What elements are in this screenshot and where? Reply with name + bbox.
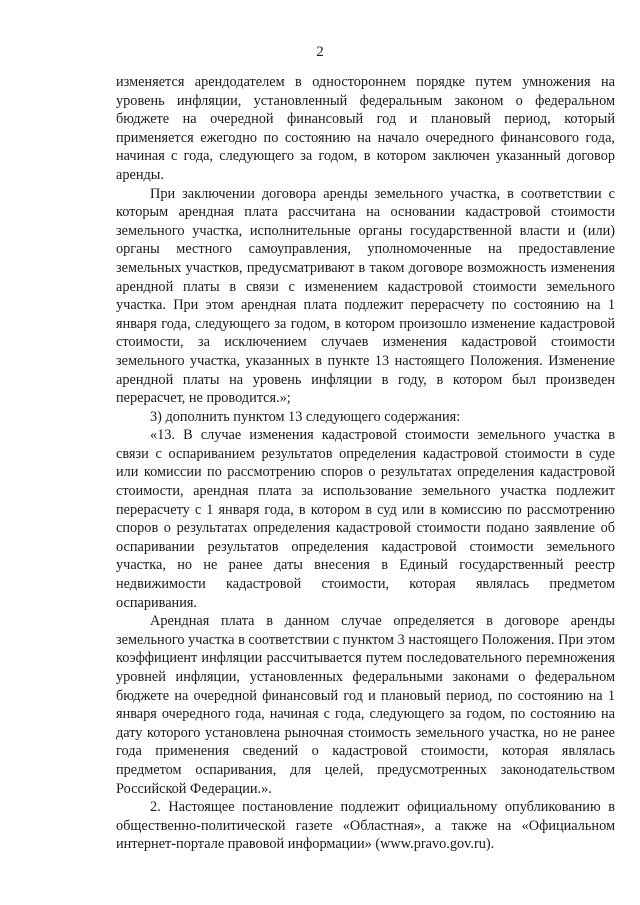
paragraph-publication: 2. Настоящее постановление подлежит официальному опубликованию в общественно-политической газете «Областная», а также на «Официальном интернет-портале правовой информации» (www.pravo.gov.ru). <box>116 799 615 853</box>
page-number: 2 <box>316 44 324 60</box>
paragraph-lease-indexation: изменяется арендодателем в одностороннем порядке путем умножения на уровень инфляции, установленный федеральным законом о федеральном бюджете на очередной финансовый год и плановый период, который применяется ежегодно по состоянию на начало очередного финансового года, начиная с года, следующего за годом, в котором заключен указанный договор аренды. <box>116 74 615 183</box>
document-body <box>116 73 615 854</box>
paragraph-amendment-item-3: 3) дополнить пунктом 13 следующего содержания: <box>150 408 461 425</box>
paragraph-clause-13: «13. В случае изменения кадастровой стоимости земельного участка в связи с оспариванием результатов определения кадастровой стоимости в суде или комиссии по рассмотрению споров о результатах определения кадастровой стоимости, арендная плата за использование земельного участка подлежит перерасчету с 1 января года, в котором в суд или в комиссию по рассмотрению споров о результатах определения кадастровой стоимости подано заявление об оспаривании результатов определения кадастровой стоимости земельного участка, но не ранее даты внесения в Единый государственный реестр недвижимости кадастровой стоимости, которая являлась предметом оспаривания. <box>116 427 615 611</box>
paragraph-cadastral-recalculation: При заключении договора аренды земельного участка, в соответствии с которым арендная плата рассчитана на основании кадастровой стоимости земельного участка, исполнительные органы государственной власти и (или) органы местного самоуправления, уполномоченные на предоставление земельных участков, предусматривают в таком договоре возможность изменения арендной платы в связи с изменением кадастровой стоимости земельного участка. При этом арендная плата подлежит перерасчету по состоянию на 1 января года, следующего за годом, в котором произошло изменение кадастровой стоимости, за исключением случаев изменения кадастровой стоимости земельного участка, указанных в пункте 13 настоящего Положения. Изменение арендной платы на уровень инфляции в году, в котором был произведен перерасчет, не проводится.»; <box>116 185 615 407</box>
paragraph-inflation-coefficient: Арендная плата в данном случае определяется в договоре аренды земельного участка в соответствии с пунктом 3 настоящего Положения. При этом коэффициент инфляции рассчитывается путем последовательного перемножения уровней инфляции, установленных федеральными законами о федеральном бюджете на очередной финансовый год и плановый период, по состоянию на 1 января очередного года, начиная с года, следующего за годом, по состоянию на дату которого установлена рыночная стоимость земельного участка, но не ранее года применения сведений о кадастровой стоимости, которая являлась предметом оспаривания, для целей, предусмотренных законодательством Российской Федерации.». <box>116 613 615 797</box>
